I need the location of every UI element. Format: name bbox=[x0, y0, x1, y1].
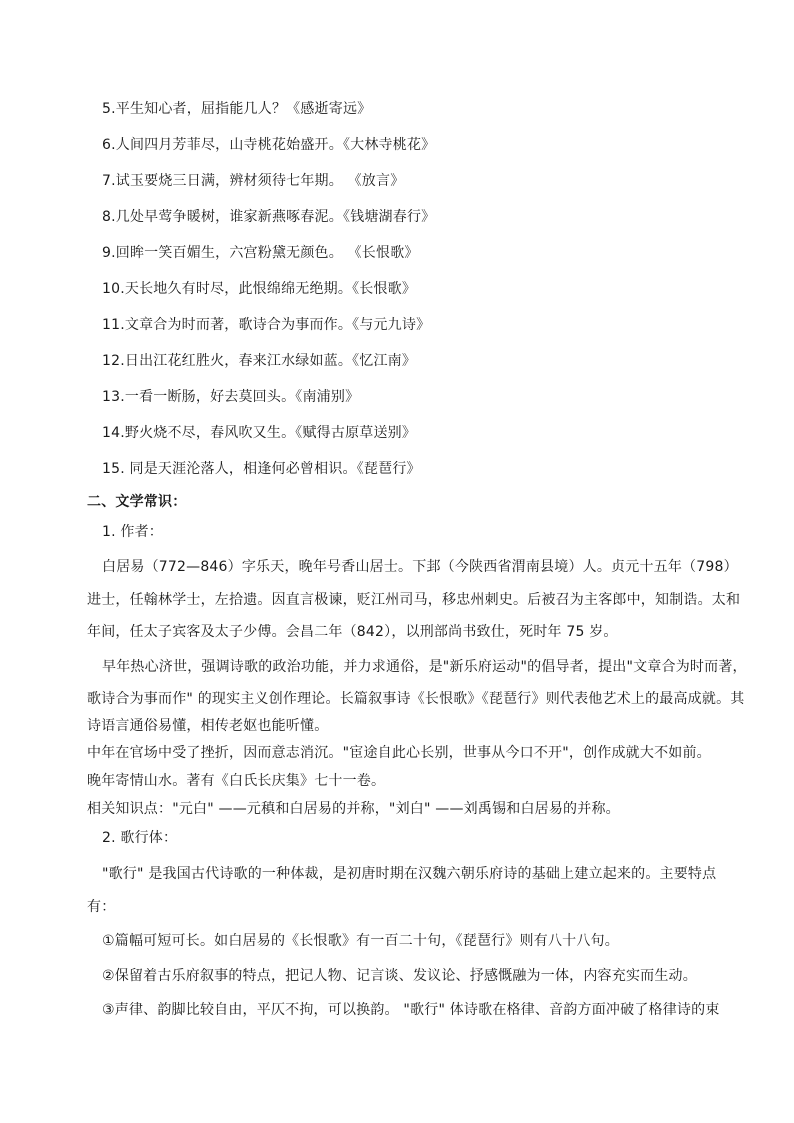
quote-item: 15. 同是天涯沦落人，相逢何必曾相识。《琵琶行》 bbox=[102, 461, 421, 477]
gexing-intro-line: "歌行" 是我国古代诗歌的一种体裁，是初唐时期在汉魏六朝乐府诗的基础上建立起来的。主要特点 bbox=[102, 866, 717, 882]
early-years-line: 早年热心济世，强调诗歌的政治功能，并力求通俗，是"新乐府运动"的倡导者，提出"文章合为时而著， bbox=[102, 659, 747, 675]
middle-years-paragraph: 中年在官场中受了挫折，因而意志消沉。"宦途自此心长别，世事从今口不开"，创作成就大不如前。 bbox=[87, 745, 711, 761]
quote-item: 5.平生知心者，屈指能几人？《感逝寄远》 bbox=[102, 101, 372, 117]
feature-item: ①篇幅可短可长。如白居易的《长恨歌》有一百二十句，《琵琶行》则有八十八句。 bbox=[102, 933, 619, 949]
early-years-line: 歌诗合为事而作" 的现实主义创作理论。长篇叙事诗《长恨歌》《琵琶行》则代表他艺术上的最高成就。其 bbox=[87, 691, 745, 707]
related-knowledge: 相关知识点："元白" ——元稹和白居易的并称，"刘白" ——刘禹锡和白居易的并称。 bbox=[87, 801, 620, 817]
author-bio-line: 进士，任翰林学士，左拾遗。因直言极谏，贬江州司马，移忠州刺史。后被召为主客郎中，知制诰。太和 bbox=[87, 592, 741, 608]
late-years-paragraph: 晚年寄情山水。著有《白氏长庆集》七十一卷。 bbox=[87, 773, 386, 789]
quote-item: 14.野火烧不尽，春风吹又生。《赋得古原草送别》 bbox=[102, 425, 417, 441]
quote-item: 7.试玉要烧三日满，辨材须待七年期。 《放言》 bbox=[102, 173, 405, 189]
quote-item: 10.天长地久有时尽，此恨绵绵无绝期。《长恨歌》 bbox=[102, 281, 417, 297]
quote-item: 8.几处早莺争暖树，谁家新燕啄春泥。《钱塘湖春行》 bbox=[102, 209, 436, 225]
subsection-title-author: 1. 作者： bbox=[102, 524, 164, 540]
author-bio-line: 年间，任太子宾客及太子少傅。会昌二年（842），以刑部尚书致仕，死时年 75 岁。 bbox=[87, 624, 618, 640]
quote-item: 11.文章合为时而著，歌诗合为事而作。《与元九诗》 bbox=[102, 317, 431, 333]
quote-item: 12.日出江花红胜火，春来江水绿如蓝。《忆江南》 bbox=[102, 353, 417, 369]
section-heading: 二、文学常识： bbox=[87, 494, 187, 510]
gexing-intro-line: 有： bbox=[87, 899, 116, 915]
feature-item: ③声律、韵脚比较自由，平仄不拘，可以换韵。 "歌行" 体诗歌在格律、音韵方面冲破了格律诗的束 bbox=[102, 1002, 720, 1018]
quote-item: 9.回眸一笑百媚生，六宫粉黛无颜色。 《长恨歌》 bbox=[102, 245, 419, 261]
feature-item: ②保留着古乐府叙事的特点，把记人物、记言谈、发议论、抒感慨融为一体，内容充实而生动。 bbox=[102, 968, 697, 984]
subsection-title-gexing: 2. 歌行体： bbox=[102, 830, 178, 846]
quote-item: 13.一看一断肠，好去莫回头。《南浦别》 bbox=[102, 389, 360, 405]
quote-item: 6.人间四月芳菲尽，山寺桃花始盛开。《大林寺桃花》 bbox=[102, 137, 436, 153]
early-years-line: 诗语言通俗易懂，相传老妪也能听懂。 bbox=[87, 718, 329, 734]
author-bio-line: 白居易（772—846）字乐天，晚年号香山居士。下邽（今陕西省渭南县境）人。贞元十五年（798） bbox=[102, 559, 738, 575]
